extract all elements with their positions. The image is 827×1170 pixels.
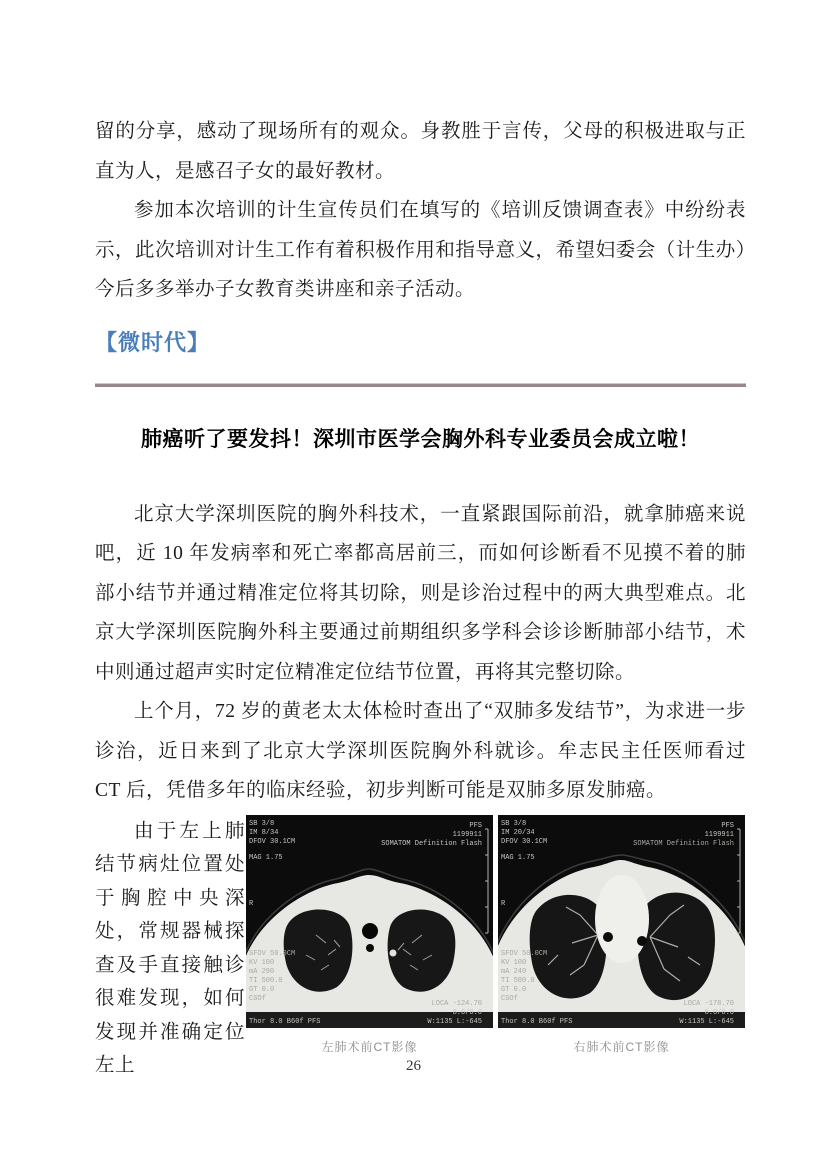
ct-overlay-gt: GT 0.0 (501, 985, 527, 994)
trachea (362, 923, 378, 939)
paragraph-share-continuation: 留的分享，感动了现场所有的观众。身教胜于言传，父母的积极进取与正直为人，是感召子女的最好教材。 (95, 121, 746, 182)
ct-overlay-im: IM 8/34 (249, 828, 279, 837)
page-number: 26 (406, 1058, 421, 1074)
ct-overlay-pfs: PFS (721, 821, 734, 830)
caption-left-ct: 左肺术前CT影像 (321, 1039, 418, 1054)
ct-overlay-kv: KV 100 (501, 958, 527, 967)
ct-overlay-im: IM 20/34 (501, 828, 535, 837)
article-paragraph-2: 上个月，72 岁的黄老太太体检时查出了“双肺多发结节”，为求进一步诊治，近日来到了北京大学深圳医院胸外科就诊。牟志民主任医师看过 CT 后，凭借多年的临床经验，初步判断可能是双肺多原发肺癌。 (95, 701, 746, 801)
ct-overlay-thickness: 8.0/0.0 (452, 1008, 482, 1017)
ct-overlay-mag: MAG 1.75 (501, 853, 535, 862)
ct-overlay-id: 1199911 (452, 830, 482, 839)
ct-overlay-series: Thor 8.0 B60f PFS (249, 1017, 321, 1026)
ct-overlay-mag: MAG 1.75 (249, 853, 283, 862)
section-header-weishidai: 【微时代】 (95, 329, 211, 355)
ct-scan-right-image (498, 815, 745, 1028)
ct-overlay-pfs: PFS (469, 821, 482, 830)
ct-overlay-csof: CSOf (501, 994, 518, 1003)
left-bronchus (637, 936, 647, 946)
ct-overlay-scanner: SOMATOM Definition Flash (381, 839, 482, 848)
ct-overlay-dfov: DFOV 30.1CM (249, 837, 296, 846)
ct-scan-left-image (246, 815, 493, 1028)
ct-overlay-window: W:1135 L:-645 (679, 1017, 734, 1026)
section-divider (95, 383, 746, 387)
ct-overlay-id: 1199911 (704, 830, 734, 839)
ct-overlay-side: R (501, 899, 506, 908)
ct-overlay-thickness: 8.0/0.0 (704, 1008, 734, 1017)
ct-figures (246, 815, 746, 1055)
article-headline: 肺癌听了要发抖！深圳市医学会胸外科专业委员会成立啦！ (141, 427, 700, 451)
right-bronchus (603, 932, 613, 942)
figure-row (95, 815, 746, 1083)
ct-overlay-sb: SB 3/8 (501, 819, 527, 828)
ct-overlay-ti: TI 500.0 (249, 976, 283, 985)
ct-overlay-loca: LOCA -178.70 (683, 999, 734, 1008)
ct-overlay-sfov: SFOV 50.0CM (501, 949, 548, 958)
esophagus (366, 944, 374, 952)
right-lung-shape (530, 894, 607, 998)
ct-overlay-gt: GT 0.0 (249, 985, 275, 994)
caption-row (246, 1038, 746, 1055)
ct-overlay-side: R (249, 899, 254, 908)
ct-scan-right (498, 815, 745, 1028)
ct-image-pair (246, 815, 746, 1028)
ct-overlay-scanner: SOMATOM Definition Flash (633, 839, 734, 848)
ct-overlay-loca: LOCA -124.70 (431, 999, 482, 1008)
ct-overlay-sb: SB 3/8 (249, 819, 275, 828)
paragraph-feedback: 参加本次培训的计生宣传员们在填写的《培训反馈调查表》中纷纷表示，此次培训对计生工作有着积极作用和指导意义，希望妇委会（计生办）今后多多举办子女教育类讲座和亲子活动。 (95, 200, 746, 300)
article-paragraph-wrap: 由于左上肺结节病灶位置处于胸腔中央深处，常规器械探查及手直接触诊很难发现，如何发现并准确定位左上 (95, 820, 245, 1076)
mediastinum (595, 875, 649, 963)
ct-overlay-window: W:1135 L:-645 (427, 1017, 482, 1026)
ct-overlay-csof: CSOf (249, 994, 266, 1003)
ct-overlay-kv: KV 100 (249, 958, 275, 967)
ct-overlay-ma: mA 240 (501, 967, 527, 976)
lung-nodule (390, 949, 397, 956)
page-content (95, 112, 746, 1083)
ct-scan-left (246, 815, 493, 1028)
ct-overlay-sfov: SFOV 50.0CM (249, 949, 296, 958)
ct-overlay-ti: TI 500.0 (501, 976, 535, 985)
ct-overlay-dfov: DFOV 30.1CM (501, 837, 548, 846)
ct-overlay-series: Thor 8.0 B60f PFS (501, 1017, 573, 1026)
article-body (95, 495, 746, 1083)
ct-overlay-ma: mA 290 (249, 967, 275, 976)
caption-right-ct: 右肺术前CT影像 (573, 1039, 670, 1054)
article-paragraph-1: 北京大学深圳医院的胸外科技术，一直紧跟国际前沿，就拿肺癌来说吧，近 10 年发病率和死亡率都高居前三，而如何诊断看不见摸不着的肺部小结节并通过精准定位将其切除，则是诊治过程中的两大典型难点。北京大学深圳医院胸外科主要通过前期组织多学科会诊诊断肺部小结节，术中则通过超声实时定位精准定位结节位置，再将其完整切除。 (95, 503, 746, 683)
